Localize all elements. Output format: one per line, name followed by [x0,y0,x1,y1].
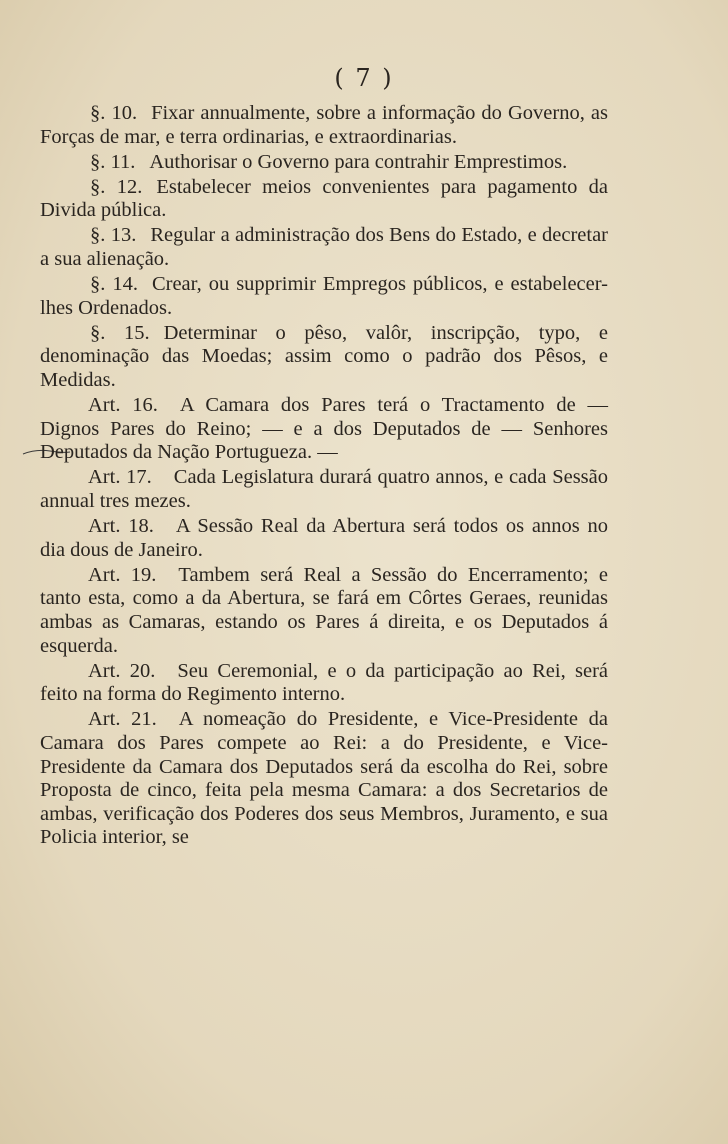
paragraph-text: Determinar o pêso, valôr, inscripção, typo, e denominação das Moedas; assim como o padrão dos Pêsos, e Medidas. [40,321,608,392]
article-label: Art. 19. [88,563,157,586]
article-label: Art. 16. [88,394,158,417]
paragraph-section-13 [40,224,608,271]
article-label: Art. 17. [88,466,152,489]
paragraph-text: Regular a administração dos Bens do Estado, e decretar a sua alienação. [40,224,609,271]
section-label: §. 14. [90,273,138,296]
article-label: Art. 20. [88,659,156,682]
section-label: §. 13. [90,224,137,247]
paragraph-text: Estabelecer meios convenientes para pagamento da Divida pública. [40,175,609,222]
paragraph-section-10 [40,102,608,149]
section-label: §. 15. [90,321,150,344]
paragraph-article-20 [40,660,608,707]
paragraph-text: A Camara dos Pares terá o Tractamento de — Dignos Pares do Reino; — e a dos Deputados de — Senhores Deputados da Nação Portugueza. — [40,394,608,464]
paragraph-text: Fixar annualmente, sobre a informação do Governo, as Forças de mar, e terra ordinarias, e extraordinarias. [40,102,609,148]
paragraph-article-18 [40,515,608,562]
article-label: Art. 21. [88,708,157,731]
paragraph-text: Seu Ceremonial, e o da participação ao Rei, será feito na forma do Regimento interno. [40,659,609,706]
paragraph-text: A Sessão Real da Abertura será todos os annos no dia dous de Janeiro. [40,515,609,561]
body-text [40,102,608,850]
paragraph-text: Authorisar o Governo para contrahir Emprestimos. [149,150,568,173]
paragraph-section-11 [40,151,608,175]
section-label: §. 11. [90,150,136,173]
paragraph-section-12 [40,176,608,223]
paragraph-section-15 [40,322,608,393]
paragraph-text: Crear, ou supprimir Empregos públicos, e estabelecer-lhes Ordenados. [40,273,608,319]
section-label: §. 12. [90,175,143,198]
article-label: Art. 18. [88,515,154,538]
paragraph-text: Cada Legislatura durará quatro annos, e cada Sessão annual tres mezes. [40,466,608,512]
paragraph-article-17 [40,466,608,513]
page-number: ( 7 ) [334,64,394,92]
paragraph-text: A nomeação do Presidente, e Vice-Presidente da Camara dos Pares compete ao Rei: a do Presidente, e Vice-Presidente da Camara dos Deputados será da escolha do Rei, sobre Proposta de cinco, feita pela mesma Camara: a dos Secretarios de ambas, verificação dos Poderes dos seus Membros, Juramento, e sua Policia interior, se [40,708,608,849]
paragraph-article-19 [40,564,608,658]
paragraph-text: Tambem será Real a Sessão do Encerramento; e tanto esta, como a da Abertura, se fará em Côrtes Geraes, reunidas ambas as Camaras, estando os Pares á direita, e os Deputados á esquerda. [40,563,608,657]
paragraph-section-14 [40,273,608,320]
paragraph-article-16 [40,394,608,465]
section-label: §. 10. [90,102,138,124]
paragraph-article-21 [40,708,608,850]
